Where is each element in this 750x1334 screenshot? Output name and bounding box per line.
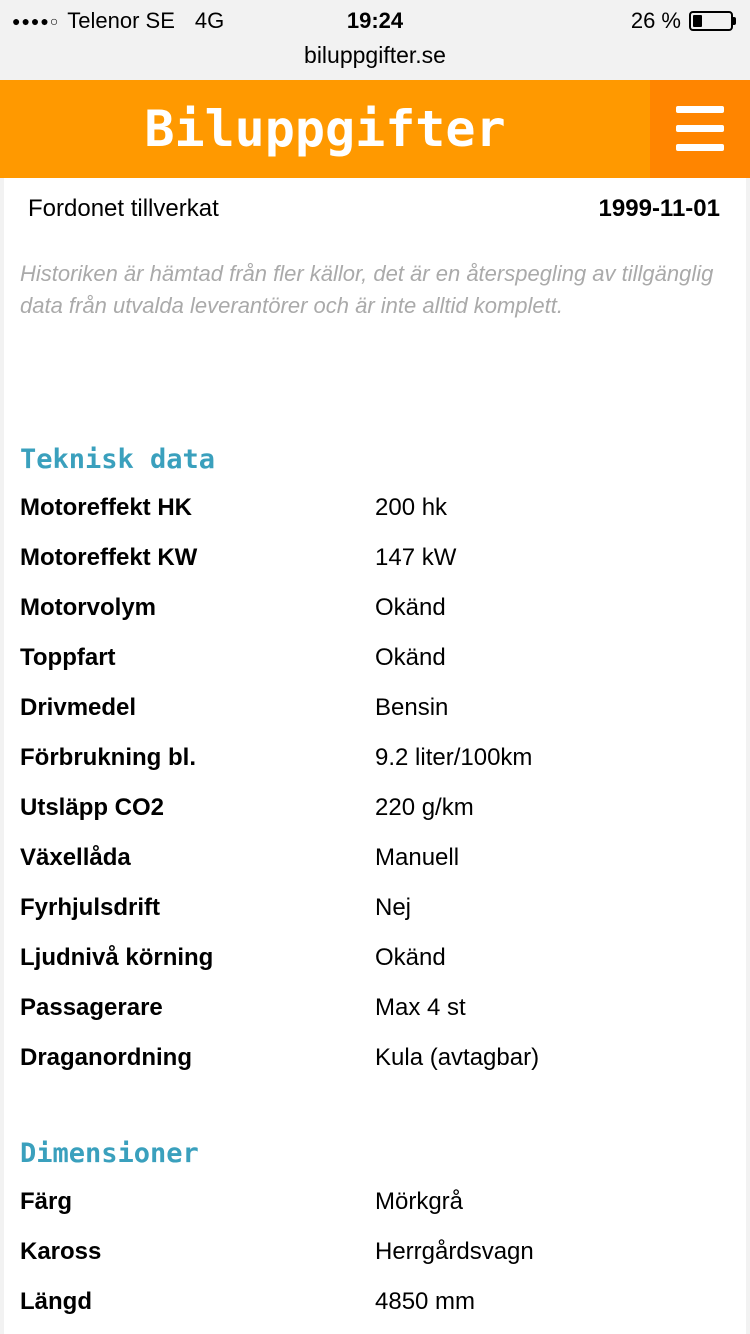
network-type: 4G [194, 8, 225, 33]
site-header [0, 80, 750, 178]
menu-button[interactable] [650, 80, 750, 178]
row-label: Passagerare [20, 994, 163, 1021]
battery-fill [693, 15, 702, 27]
disclaimer-text: Historiken är hämtad från fler källor, det är en återspegling av tillgänglig data från utvalda leverantörer och är inte alltid komplett. [20, 261, 714, 318]
manufactured-row [28, 194, 720, 224]
table-row [20, 533, 746, 583]
status-right [631, 8, 736, 34]
row-label: Toppfart [20, 644, 116, 671]
carrier-name: Telenor SE [67, 8, 175, 33]
battery-percent: 26 % [630, 8, 681, 33]
table-row [20, 583, 746, 633]
url-bar[interactable]: biluppgifter.se [304, 42, 446, 68]
row-label: Motorvolym [20, 594, 157, 621]
table-row [20, 833, 746, 883]
row-label: Kaross [20, 1238, 102, 1265]
row-value: Manuell [375, 844, 460, 871]
hamburger-icon [676, 106, 724, 113]
row-value: 9.2 liter/100km [375, 744, 533, 771]
table-row [20, 883, 746, 933]
manufactured-value: 1999-11-01 [598, 195, 720, 222]
table-row [20, 633, 746, 683]
row-value: Mörkgrå [375, 1188, 464, 1215]
table-row [20, 683, 746, 733]
battery-tip [733, 17, 736, 25]
row-label: Motoreffekt KW [20, 544, 198, 571]
row-label: Drivmedel [20, 694, 137, 721]
row-label: Utsläpp CO2 [20, 794, 165, 821]
status-time: 19:24 [346, 8, 404, 33]
row-value: Kula (avtagbar) [375, 1044, 540, 1071]
table-row [20, 1277, 746, 1327]
content-card [4, 178, 746, 1334]
dimensions-table [20, 1177, 746, 1327]
row-label: Fyrhjulsdrift [20, 894, 161, 921]
hamburger-icon-bar [676, 125, 724, 132]
row-value: Max 4 st [375, 994, 466, 1021]
row-label: Växellåda [20, 844, 131, 871]
row-label: Motoreffekt HK [20, 494, 192, 521]
table-row [20, 733, 746, 783]
row-label: Ljudnivå körning [20, 944, 214, 971]
table-row [20, 1033, 746, 1083]
row-value: Herrgårdsvagn [375, 1238, 534, 1265]
signal-icon: ●●●●○ [12, 13, 60, 29]
row-value: Bensin [375, 694, 449, 721]
row-value: 220 g/km [375, 794, 474, 821]
row-value: Okänd [375, 644, 446, 671]
hamburger-icon-bar [676, 144, 724, 151]
row-label: Färg [20, 1188, 73, 1215]
technical-table [20, 483, 746, 1083]
row-label: Längd [20, 1288, 92, 1315]
row-value: 200 hk [375, 494, 448, 521]
row-value: Okänd [375, 944, 446, 971]
section-title-technical: Teknisk data [20, 444, 216, 475]
row-value: 4850 mm [375, 1288, 476, 1315]
table-row [20, 983, 746, 1033]
table-row [20, 933, 746, 983]
row-value: Nej [375, 894, 412, 921]
row-value: Okänd [375, 594, 446, 621]
table-row [20, 1227, 746, 1277]
row-value: 147 kW [375, 544, 457, 571]
status-bar [0, 0, 750, 40]
table-row [20, 483, 746, 533]
section-title-dimensions: Dimensioner [20, 1138, 199, 1169]
row-label: Draganordning [20, 1044, 192, 1071]
site-logo[interactable]: Biluppgifter [144, 100, 506, 158]
table-row [20, 783, 746, 833]
battery-icon [689, 11, 733, 31]
manufactured-label: Fordonet tillverkat [28, 195, 219, 222]
row-label: Förbrukning bl. [20, 744, 196, 771]
table-row [20, 1177, 746, 1227]
